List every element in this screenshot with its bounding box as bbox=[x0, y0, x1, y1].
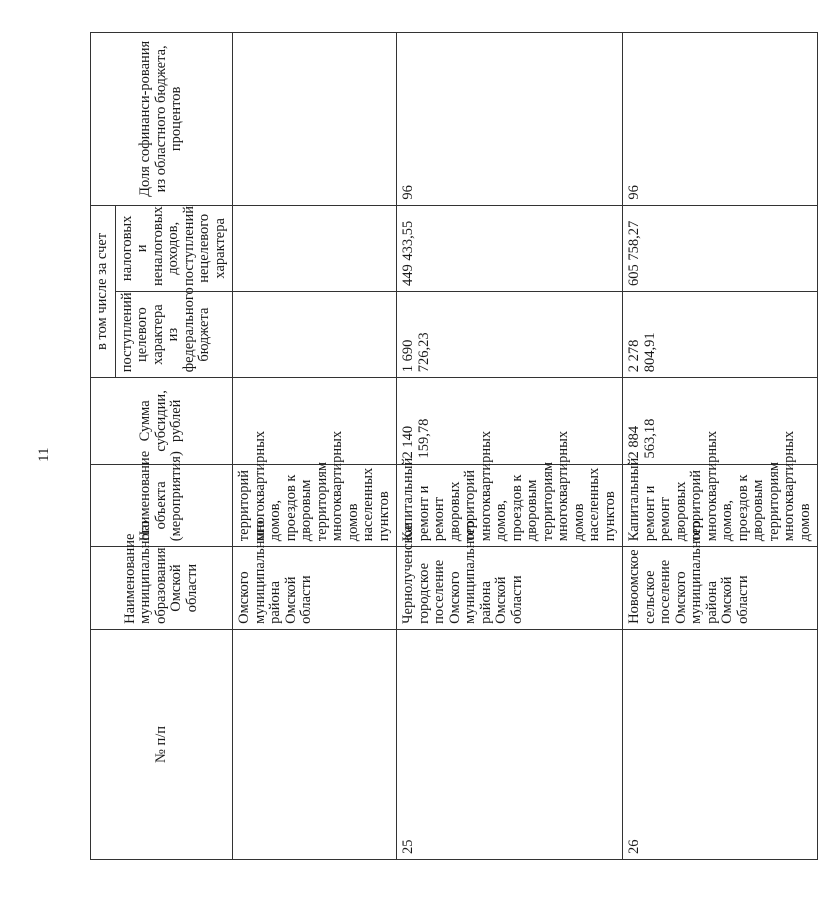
table-row bbox=[397, 33, 623, 860]
cell-federal bbox=[233, 291, 397, 377]
cell-federal: 1 690 726,23 bbox=[397, 291, 623, 377]
cell-object: Капитальный ремонт и ремонт дворовых территорий многоквартирных домов, проездов к дворовым территориям многоквартирных домов населенных пунктов bbox=[397, 464, 623, 547]
subsidy-table bbox=[90, 32, 818, 860]
cell-share: 96 bbox=[397, 33, 623, 206]
cell-sum: 2 884 563,18 bbox=[623, 378, 818, 464]
cell-no bbox=[233, 629, 397, 859]
header-tax: налоговых и неналоговых доходов, поступлений нецелевого характера bbox=[115, 205, 233, 291]
header-sum: Сумма субсидии, рублей bbox=[91, 378, 233, 464]
cell-tax bbox=[233, 205, 397, 291]
header-object: Наименование объекта (мероприятия) bbox=[91, 464, 233, 547]
cell-municipality: Омского муниципального района Омской области bbox=[233, 547, 397, 630]
cell-no: 26 bbox=[623, 629, 818, 859]
header-including: в том числе за счет bbox=[91, 205, 116, 378]
cell-federal: 2 278 804,91 bbox=[623, 291, 818, 377]
subsidy-table-wrapper bbox=[90, 32, 813, 860]
cell-municipality: Новоомское сельское поселение Омского муниципального района Омской области bbox=[623, 547, 818, 630]
page-number: 11 bbox=[36, 447, 52, 462]
table-row bbox=[623, 33, 818, 860]
table-row bbox=[233, 33, 397, 860]
cell-tax: 605 758,27 bbox=[623, 205, 818, 291]
cell-tax: 449 433,55 bbox=[397, 205, 623, 291]
header-share: Доля софинанси-рования из областного бюджета, процентов bbox=[91, 33, 233, 206]
header-row-1 bbox=[91, 33, 116, 860]
header-federal: поступлений целевого характера из федерального бюджета bbox=[115, 291, 233, 377]
cell-object: территорий многоквартирных домов, проездов к дворовым территориям многоквартирных домов населенных пунктов bbox=[233, 464, 397, 547]
cell-no: 25 bbox=[397, 629, 623, 859]
cell-object: Капитальный ремонт и ремонт дворовых территорий многоквартирных домов, проездов к дворовым территориям многоквартирных домов bbox=[623, 464, 818, 547]
cell-sum: 2 140 159,78 bbox=[397, 378, 623, 464]
cell-share bbox=[233, 33, 397, 206]
header-no: № п/п bbox=[91, 629, 233, 859]
cell-municipality: Чернолученское городское поселение Омского муниципального района Омской области bbox=[397, 547, 623, 630]
cell-share: 96 bbox=[623, 33, 818, 206]
header-municipality: Наименование муниципального образования Омской области bbox=[91, 547, 233, 630]
